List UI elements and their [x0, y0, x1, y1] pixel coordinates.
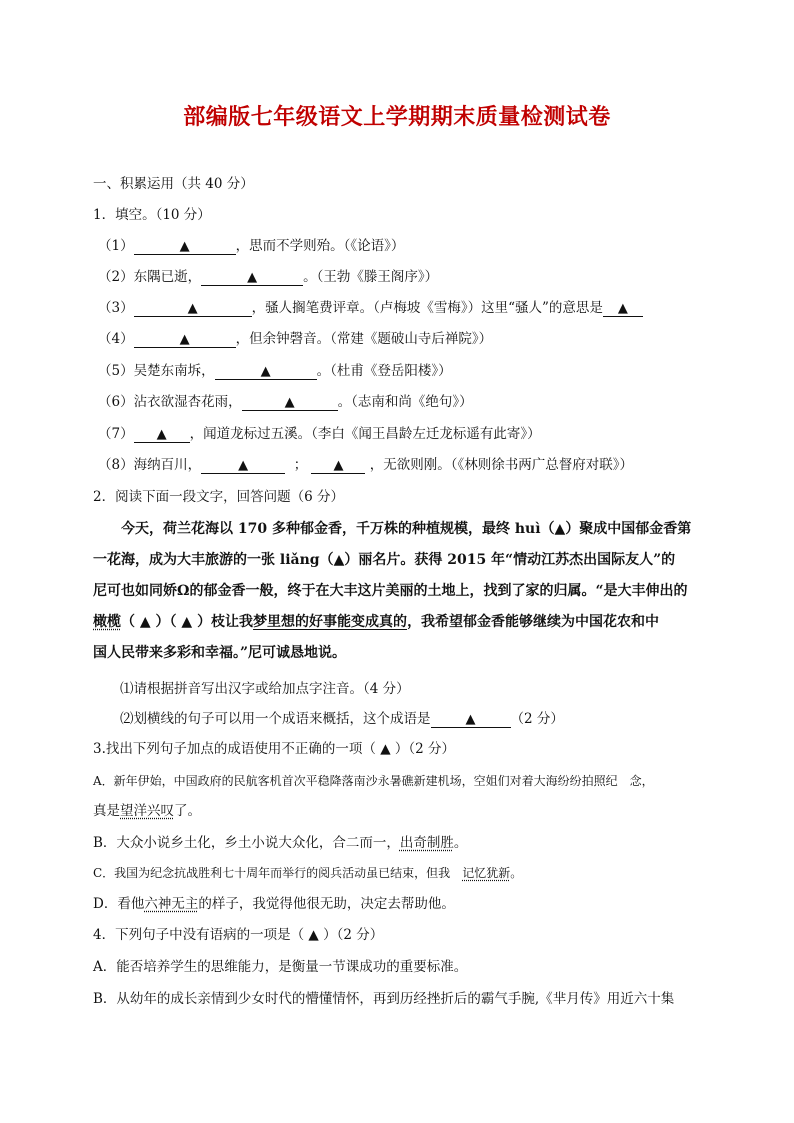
fill-item-2: （2）东隅已逝， ▲ 。（王勃《滕王阁序》）	[98, 269, 439, 285]
answer-blank[interactable]: ▲	[603, 300, 643, 317]
answer-blank[interactable]: ▲	[380, 741, 391, 757]
option-d: D．看他六神无主的样子，我觉得他很无助，决定去帮助他。	[93, 896, 455, 912]
fill-item-1: （1） ▲ ，思而不学则殆。（《论语》）	[98, 238, 405, 254]
passage-line: 今天，荷兰花海以 170 多种郁金香，千万株的种植规模，最终 huì（▲）聚成中国郁金香第	[121, 521, 692, 537]
fill-item-3: （3） ▲ ，骚人搁笔费评章。（卢梅坡《雪梅》）这里“骚人”的意思是 ▲	[98, 299, 643, 317]
answer-blank[interactable]: ▲	[134, 331, 236, 348]
answer-blank[interactable]: ▲	[242, 394, 338, 411]
answer-blank[interactable]: ▲	[215, 363, 317, 380]
answer-blank[interactable]: ▲	[431, 711, 511, 728]
section-heading: 一、积累运用（共 40 分）	[93, 176, 254, 192]
answer-blank[interactable]: ▲	[333, 552, 345, 568]
page-title: 部编版七年级语文上学期期末质量检测试卷	[183, 105, 611, 130]
answer-blank[interactable]: ▲	[181, 614, 193, 630]
question-1-heading: 1．填空。（10 分）	[93, 207, 211, 223]
answer-blank[interactable]: ▲	[311, 457, 365, 474]
answer-blank[interactable]: ▲	[134, 426, 190, 443]
question-4-heading: 4．下列句子中没有语病的一项是（ ▲ ）（2 分）	[93, 927, 384, 943]
passage-line: 一花海，成为大丰旅游的一张 liǎng（▲）丽名片。获得 2015 年“情动江苏杰出国际友人”的	[93, 552, 676, 568]
answer-blank[interactable]: ▲	[134, 300, 252, 317]
fill-item-4: （4） ▲ ，但余钟磬音。（常建《题破山寺后禅院》）	[98, 331, 493, 347]
passage-line: 国人民带来多彩和幸福。”尼可诚恳地说。	[93, 645, 347, 661]
answer-blank[interactable]: ▲	[201, 457, 285, 474]
question-2-heading: 2．阅读下面一段文字，回答问题（6 分）	[93, 489, 344, 505]
q4-option-a: A．能否培养学生的思维能力，是衡量一节课成功的重要标准。	[93, 959, 468, 975]
passage-line: 尼可也如同娇Ω的郁金香一般，终于在大丰这片美丽的土地上，找到了家的归属。“是大丰伸出的	[93, 583, 688, 599]
answer-blank[interactable]: ▲	[554, 521, 566, 537]
option-a-line2: 真是望洋兴叹了。	[93, 803, 201, 819]
question-3-heading: 3.找出下列句子加点的成语使用不正确的一项（ ▲ ）（2 分）	[93, 741, 456, 757]
answer-blank[interactable]: ▲	[134, 238, 236, 255]
fill-item-5: （5）吴楚东南坼， ▲ 。（杜甫《登岳阳楼》）	[98, 363, 452, 379]
fill-item-7: （7） ▲ ，闻道龙标过五溪。（李白《闻王昌龄左迁龙标遥有此寄》）	[98, 426, 541, 442]
reading-passage	[93, 514, 705, 669]
sub-question-2: ⑵划横线的句子可以用一个成语来概括，这个成语是 ▲ （2 分）	[120, 711, 564, 727]
option-b: B．大众小说乡土化，乡土小说大众化，合二而一，出奇制胜。	[93, 835, 468, 851]
fill-item-6: （6）沾衣欲湿杏花雨， ▲ 。（志南和尚《绝句》）	[98, 394, 473, 410]
passage-line: 橄榄（ ▲ ）（ ▲ ）枝让我梦里想的好事能变成真的，我希望郁金香能够继续为中国花农和中	[93, 614, 660, 630]
option-c: C．我国为纪念抗战胜利七十周年而举行的阅兵活动虽已结束，但我 记忆犹新。	[93, 866, 523, 880]
answer-blank[interactable]: ▲	[201, 269, 303, 286]
q4-option-b: B．从幼年的成长亲情到少女时代的懵懂情怀，再到历经挫折后的霸气手腕,《芈月传》用近六十集	[93, 991, 675, 1007]
answer-blank[interactable]: ▲	[139, 614, 151, 630]
fill-item-8: （8）海纳百川， ▲ ； ▲ ，无欲则刚。（《林则徐书两广总督府对联》）	[98, 457, 634, 473]
option-a-line1: A．新年伊始，中国政府的民航客机首次平稳降落南沙永暑礁新建机场，空姐们对着大海纷纷拍照纪 念，	[93, 774, 654, 788]
sub-question-1: ⑴请根据拼音写出汉字或给加点字注音。（4 分）	[120, 681, 410, 697]
answer-blank[interactable]: ▲	[308, 927, 319, 943]
